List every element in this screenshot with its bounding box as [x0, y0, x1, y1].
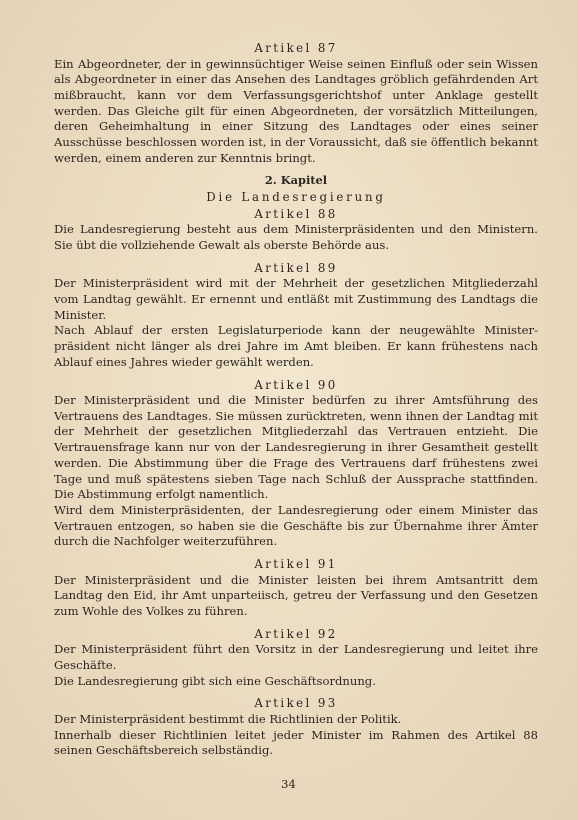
chapter-label: 2. Kapitel	[264, 173, 328, 188]
article-paragraph: Der Ministerpräsident führt den Vorsitz in der Landesregierung und leitet ihre Geschäfte.	[54, 642, 538, 672]
article-90	[54, 378, 538, 551]
article-93	[54, 696, 538, 759]
page-content	[54, 41, 538, 766]
article-paragraph: Wird dem Ministerpräsidenten, der Landesregierung oder einem Minister das Vertrauen entzogen, so haben sie die Geschäfte bis zur Übernahme ihrer Ämter durch die Nachfolger weiterzuführen.	[54, 502, 538, 549]
page-number: 34	[281, 777, 296, 791]
article-paragraph: Der Ministerpräsident und die Minister bedürfen zu ihrer Amtsführung des Vertrauens des Landtages. Sie müssen zurücktreten, wenn ihnen der Landtag mit der Mehrheit der gesetzlichen Mitgliederzahl das Vertrauen entzieht. Die Vertrauensfrage kann nur von der Landesregierung in ihrer Gesamtheit gestellt werden. Die Abstimmung über die Frage des Vertrauens darf frühestens zwei Tage und muß spätestens sieben Tage nach Schluß der Aussprache stattfinden. Die Abstimmung erfolgt namentlich.	[54, 393, 538, 502]
article-paragraph: Ein Abgeordneter, der in gewinnsüchtiger Weise seinen Einfluß oder sein Wissen als Abgeordneter in einer das Ansehen des Landtages gröblich gefährdenden Art mißbraucht, kann vor dem Verfassungsgerichtshof unter Anklage gestellt werden. Das Gleiche gilt für einen Abgeordneten, der vorsätzlich Mitteilungen, deren Geheimhaltung in einer Sitzung des Landtages oder eines seiner Ausschüsse beschlossen worden ist, in der Voraussicht, daß sie öffentlich bekannt werden, einem anderen zur Kenntnis bringt.	[54, 56, 538, 165]
article-heading: Artikel 92	[254, 626, 338, 641]
article-heading: Artikel 90	[254, 377, 338, 392]
article-paragraph: Der Ministerpräsident und die Minister leisten bei ihrem Amtsantritt dem Landtag den Eid, ihr Amt unparteiisch, getreu der Verfassung und den Gesetzen zum Wohle des Volkes zu führen.	[54, 572, 538, 618]
article-89	[54, 261, 538, 371]
article-heading: Artikel 93	[254, 696, 338, 711]
article-paragraph: Der Ministerpräsident bestimmt die Richtlinien der Politik.	[54, 711, 402, 726]
article-paragraph: Die Landesregierung gibt sich eine Geschäftsordnung.	[54, 673, 376, 688]
article-heading: Artikel 91	[254, 557, 338, 572]
article-92	[54, 627, 538, 690]
article-heading: Artikel 87	[254, 41, 338, 55]
article-88	[54, 207, 538, 254]
article-paragraph: Nach Ablauf der ersten Legislaturperiode kann der neugewählte Ministerpräsident nicht länger als drei Jahre im Amt bleiben. Er kann frühestens nach Ablauf eines Jahres wieder gewählt werden.	[54, 323, 538, 369]
article-paragraph: Die Landesregierung besteht aus dem Ministerpräsidenten und den Ministern. Sie übt die vollziehende Gewalt als oberste Behörde aus.	[54, 222, 538, 253]
article-paragraph: Innerhalb dieser Richtlinien leitet jeder Minister im Rahmen des Artikel 88 seinen Geschäftsbereich selbständig.	[54, 727, 538, 758]
article-paragraph: Der Ministerpräsident wird mit der Mehrheit der gesetzlichen Mitgliederzahl vom Landtag gewählt. Er ernennt und entläßt mit Zustimmung des Landtags die Minister.	[54, 276, 538, 322]
article-heading: Artikel 89	[254, 260, 338, 275]
article-heading: Artikel 88	[254, 206, 338, 221]
article-91	[54, 557, 538, 620]
chapter-title: Die Landesregierung	[206, 190, 386, 205]
article-87	[54, 41, 538, 166]
